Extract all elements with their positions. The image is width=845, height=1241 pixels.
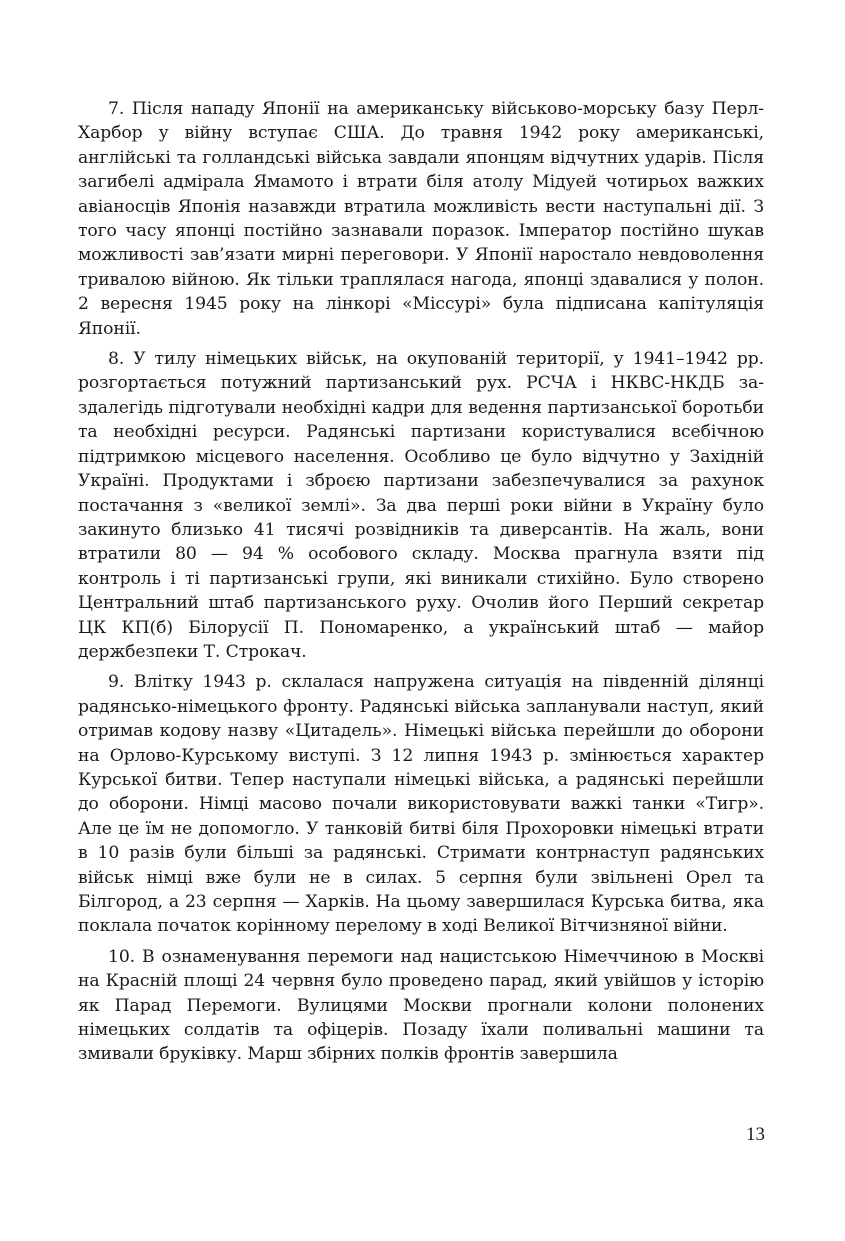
page-body [78,97,764,1073]
paragraph-7: 7. Після нападу Японії на американську військово-морську базу Перл-Харбор у війну вступає США. До травня 1942 року американські, англійські та голландські війська завдали японцям відчутних ударів. Після загибелі адмірала Ямамото і втрати біля атолу Мідуей чотирьох важких авіаносців Японія назавжди втратила можливість вести наступальні дії. З того часу японці постійно зазнавали поразок. Імператор постійно шукав можливості зав’язати мирні переговори. У Японії наростало невдоволення тривалою війною. Як тільки траплялася нагода, японці здавалися у полон. 2 вересня 1945 року на лінкорі «Міссурі» була підписана капітуляція Японії. [78,99,764,339]
page-number: 13 [746,1124,765,1145]
paragraph-8: 8. У тилу німецьких військ, на окупованій території, у 1941–1942 рр. розгортається потужний партизанський рух. РСЧА і НКВС-НКДБ заздалегідь підготували необхідні кадри для ведення партизанської боротьби та необхідні ресурси. Радянські партизани користувалися всебічною підтримкою місцевого населення. Особливо це було відчутно у Західній Україні. Продуктами і зброєю партизани забезпечувалися за рахунок постачання з «великої землі». За два перші роки війни в Україну було закинуто близько 41 тисячі розвідників та диверсантів. На жаль, вони втратили 80 — 94 % особового складу. Москва прагнула взяти під контроль і ті партизанські групи, які виникали стихійно. Було створено Центральний штаб партизанського руху. Очолив його Перший секретар ЦК КП(б) Білорусії П. Пономаренко, а український штаб — майор держбезпеки Т. Строкач. [78,349,764,662]
paragraph-10: 10. В ознаменування перемоги над нацистською Німеччиною в Москві на Красній площі 24 червня було проведено парад, який увійшов у історію як Парад Перемоги. Вулицями Москви прогнали колони полонених німецьких солдатів та офіцерів. Позаду їхали поливальні машини та змивали бруківку. Марш збірних полків фронтів завершила [78,946,764,1065]
paragraph-9: 9. Влітку 1943 р. склалася напружена ситуація на південній ділянці радянсько-німецького фронту. Радянські війська запланували наступ, який отримав кодову назву «Цитадель». Німецькі війська перейшли до оборони на Орлово-Курському виступі. З 12 липня 1943 р. змінюється характер Курської битви. Тепер наступали німецькі війська, а радянські перейшли до оборони. Німці масово почали використовувати важкі танки «Тигр». Але це їм не допомогло. У танковій битві біля Прохоровки німецькі втрати в 10 разів були більші за радянські. Стримати контрнаступ радянських військ німці вже були не в силах. 5 серпня були звільнені Орел та Білгород, а 23 серпня — Харків. На цьому завершилася Курська битва, яка поклала початок корінному перелому в ході Великої Вітчизняної війни. [78,672,764,937]
